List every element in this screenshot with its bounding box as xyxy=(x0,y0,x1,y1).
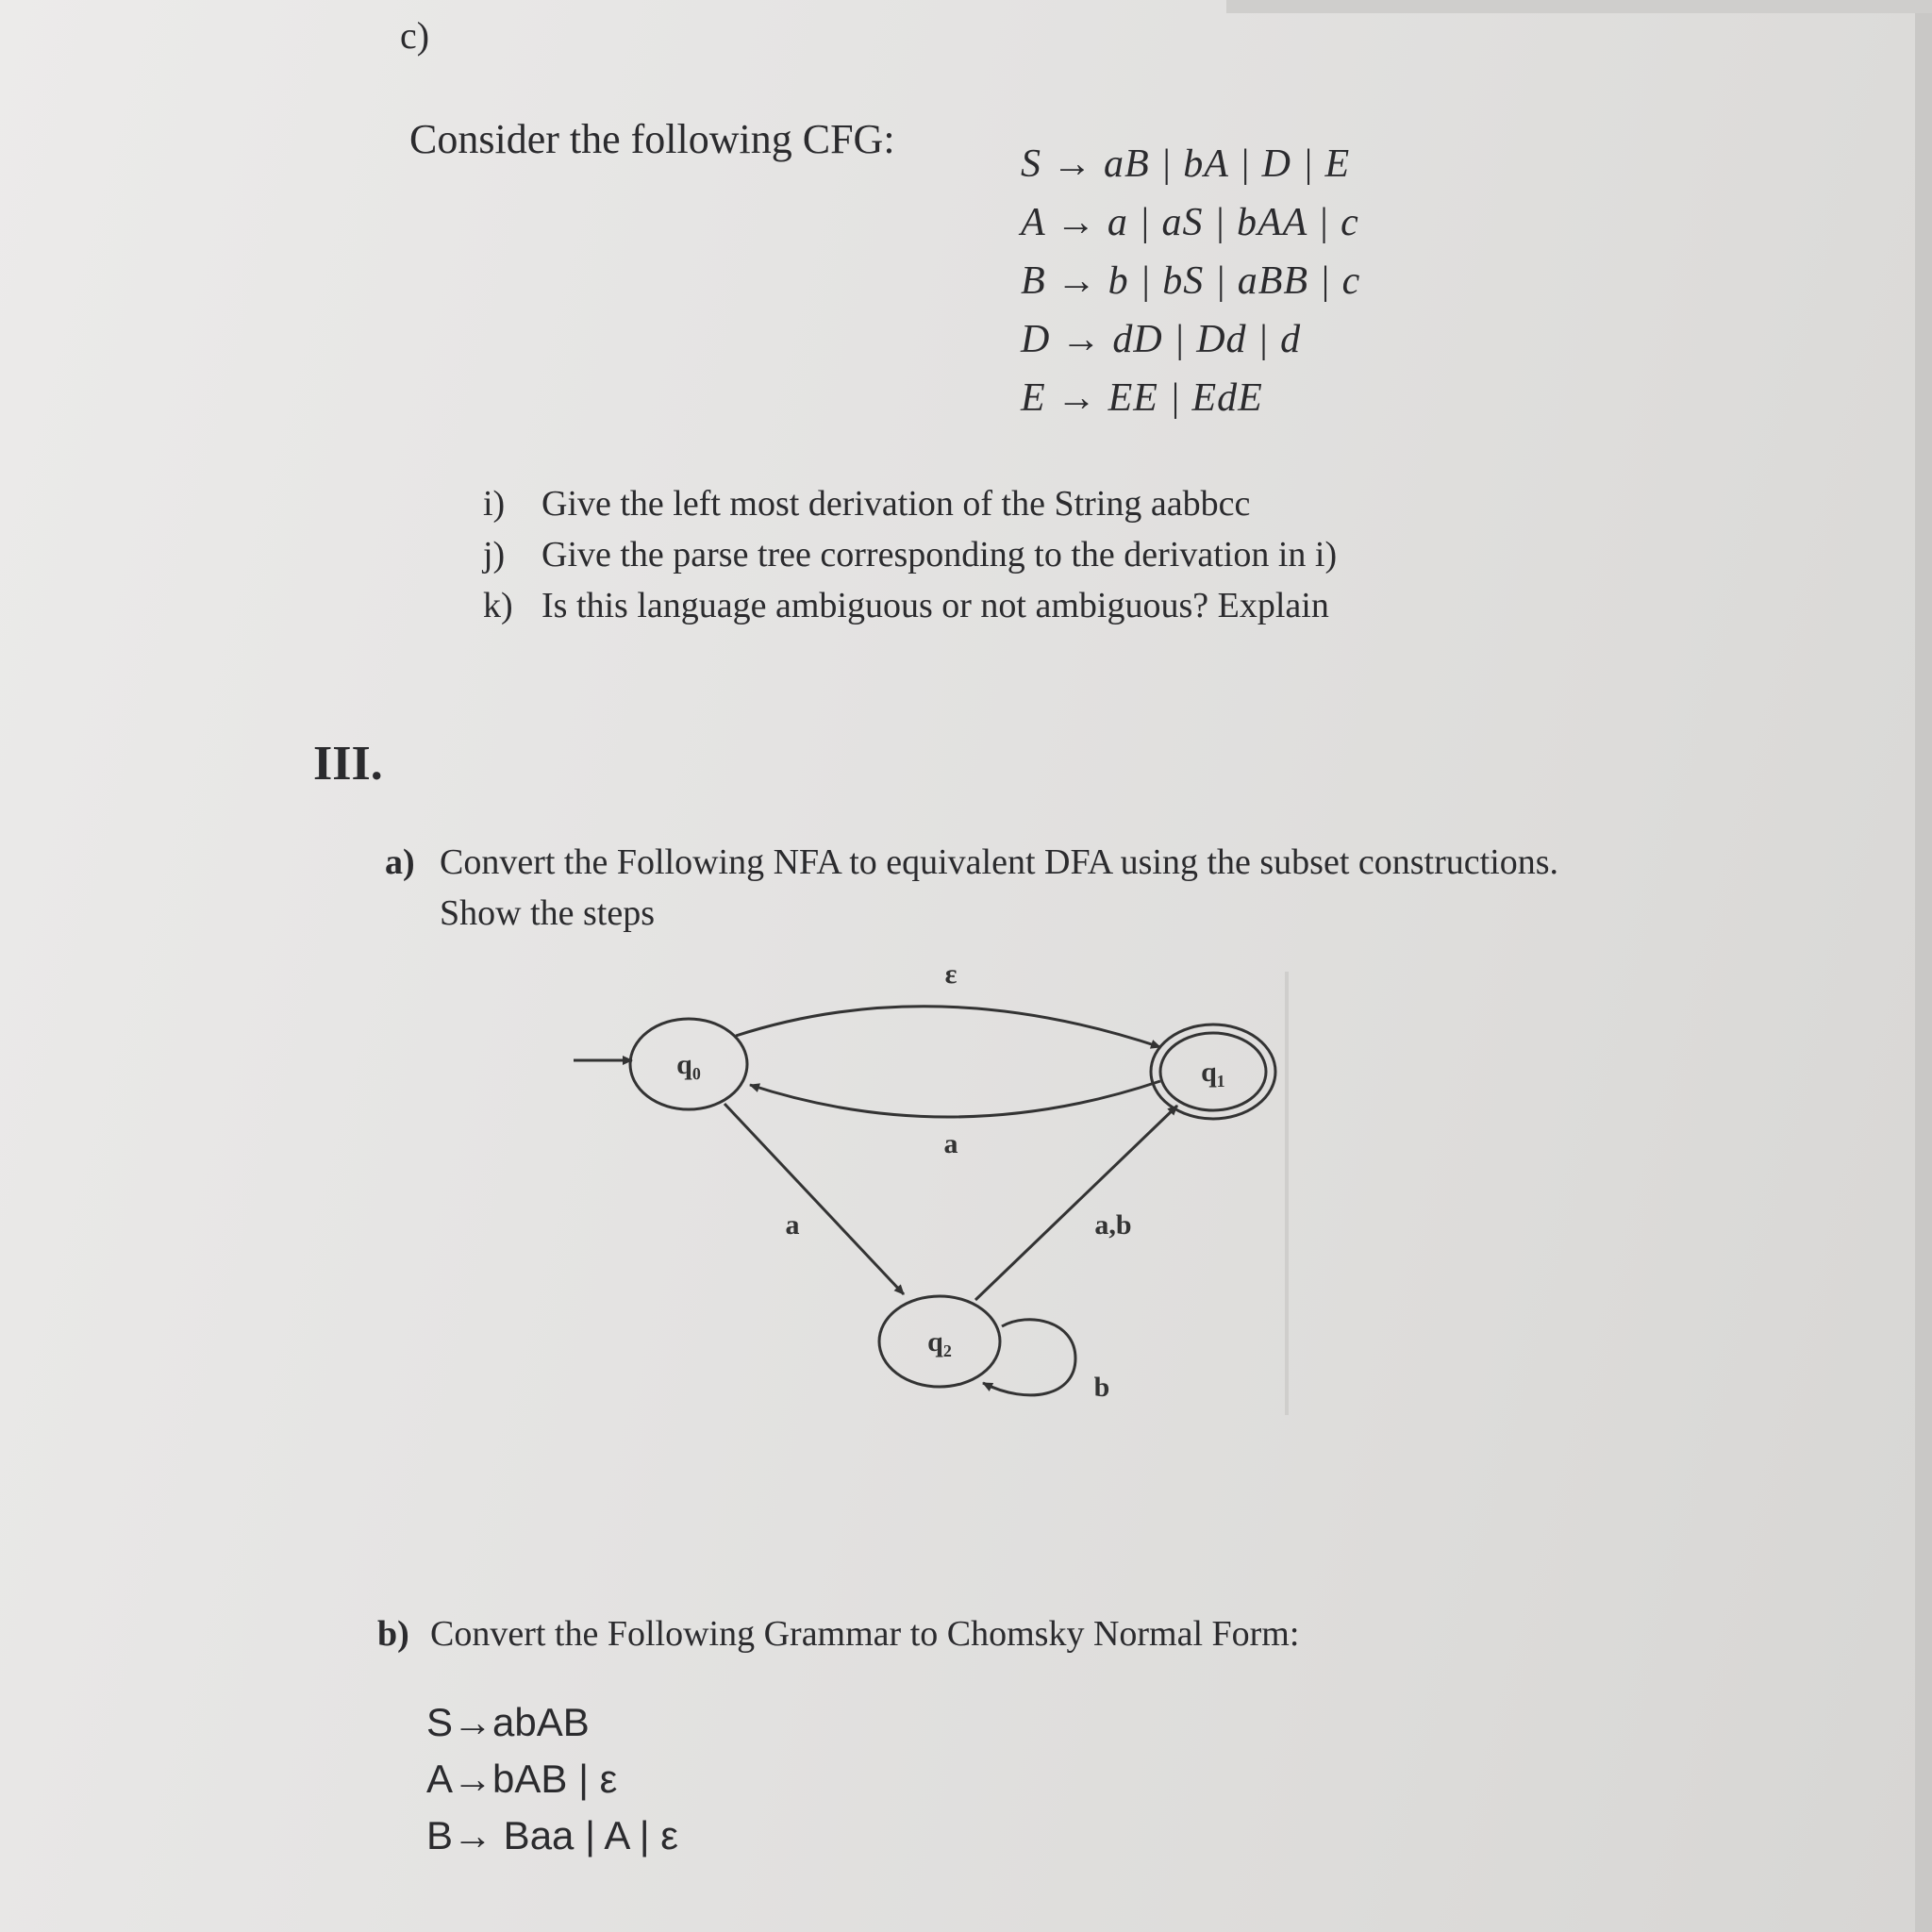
cfg-production-e: E → EE | EdE xyxy=(1021,376,1263,420)
question-a xyxy=(385,841,1558,883)
cnf-production-s: S→abAB xyxy=(426,1700,590,1744)
part-c-label: c) xyxy=(400,14,430,57)
cfg-production-d: D → dD | Dd | d xyxy=(1021,318,1302,361)
question-k-text: Is this language ambiguous or not ambiguous? Explain xyxy=(541,586,1329,625)
question-j xyxy=(483,534,1337,575)
question-j-number: j) xyxy=(483,535,506,575)
label-q2-self: b xyxy=(1093,1372,1110,1403)
question-i xyxy=(483,483,1250,525)
cfg-production-b: B → b | bS | aBB | c xyxy=(1021,259,1361,303)
state-q0-label: q₀ xyxy=(676,1049,701,1080)
edge-q0-q1 xyxy=(736,1007,1160,1047)
question-i-text: Give the left most derivation of the String aabbcc xyxy=(541,484,1251,524)
edge-q0-q2 xyxy=(724,1104,904,1294)
state-q1-label: q₁ xyxy=(1201,1057,1225,1088)
question-b xyxy=(377,1613,1299,1655)
cnf-production-a: A→bAB | ε xyxy=(426,1757,618,1801)
question-k xyxy=(483,585,1329,626)
cfg-intro-text: Consider the following CFG: xyxy=(409,116,895,162)
question-a-line2: Show the steps xyxy=(440,893,655,933)
edge-q2-q1 xyxy=(975,1106,1177,1300)
label-q0-q2: a xyxy=(785,1209,800,1241)
page-top-strip xyxy=(1226,0,1932,13)
question-j-text: Give the parse tree corresponding to the derivation in i) xyxy=(541,535,1338,575)
question-i-number: i) xyxy=(483,484,506,524)
edge-q1-q0 xyxy=(750,1081,1160,1117)
question-a-line1: Convert the Following NFA to equivalent DFA using the subset constructions. xyxy=(440,842,1559,882)
cnf-production-b: B→ Baa | A | ε xyxy=(426,1813,679,1857)
state-q2-label: q₂ xyxy=(927,1326,952,1357)
cfg-production-a: A → a | aS | bAA | c xyxy=(1021,201,1359,244)
label-q1-q0: a xyxy=(943,1128,958,1159)
cfg-production-s: S → aB | bA | D | E xyxy=(1021,142,1351,186)
question-k-number: k) xyxy=(483,586,513,625)
label-q0-q1: ε xyxy=(944,958,958,990)
nfa-diagram xyxy=(557,953,1311,1424)
question-b-number: b) xyxy=(377,1614,409,1654)
label-q2-q1: a,b xyxy=(1094,1209,1132,1241)
question-a-number: a) xyxy=(385,842,415,882)
page-edge-shadow xyxy=(1915,0,1932,1932)
section-iii-heading: III. xyxy=(313,737,383,791)
question-b-text: Convert the Following Grammar to Chomsky Normal Form: xyxy=(430,1614,1300,1654)
